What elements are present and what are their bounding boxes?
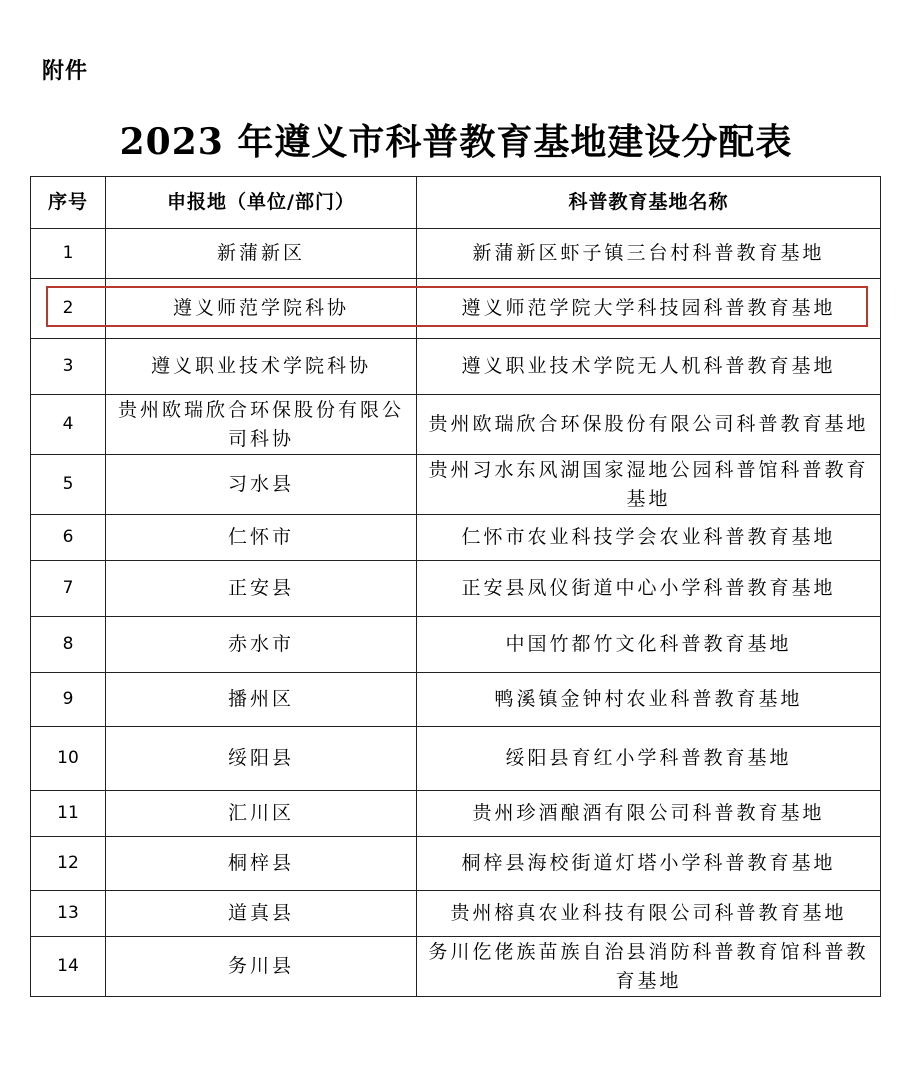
row-applicant: 仁怀市 (106, 515, 417, 561)
header-no: 序号 (31, 177, 106, 229)
row-no: 14 (31, 937, 106, 997)
row-applicant: 遵义职业技术学院科协 (106, 339, 417, 395)
table-row (31, 937, 881, 997)
table-row (31, 727, 881, 791)
attachment-label: 附件 (42, 59, 89, 84)
row-no: 12 (31, 837, 106, 891)
row-applicant: 新蒲新区 (106, 229, 417, 279)
page-title: 2023 年遵义市科普教育基地建设分配表 (119, 121, 793, 163)
table-row (31, 339, 881, 395)
row-base-name: 仁怀市农业科技学会农业科普教育基地 (417, 515, 881, 561)
table-row (31, 515, 881, 561)
row-no: 13 (31, 891, 106, 937)
row-no: 3 (31, 339, 106, 395)
row-base-name: 贵州欧瑞欣合环保股份有限公司科普教育基地 (417, 395, 881, 455)
row-no: 1 (31, 229, 106, 279)
row-no: 9 (31, 673, 106, 727)
row-no: 7 (31, 561, 106, 617)
row-applicant: 桐梓县 (106, 837, 417, 891)
row-no: 2 (31, 279, 106, 339)
row-base-name: 中国竹都竹文化科普教育基地 (417, 617, 881, 673)
row-base-name: 新蒲新区虾子镇三台村科普教育基地 (417, 229, 881, 279)
header-base-name: 科普教育基地名称 (417, 177, 881, 229)
row-applicant: 遵义师范学院科协 (106, 279, 417, 339)
row-applicant: 贵州欧瑞欣合环保股份有限公司科协 (106, 395, 417, 455)
row-base-name: 遵义职业技术学院无人机科普教育基地 (417, 339, 881, 395)
row-base-name: 绥阳县育红小学科普教育基地 (417, 727, 881, 791)
row-base-name: 鸭溪镇金钟村农业科普教育基地 (417, 673, 881, 727)
table-row (31, 617, 881, 673)
row-base-name: 遵义师范学院大学科技园科普教育基地 (417, 279, 881, 339)
row-base-name: 贵州习水东风湖国家湿地公园科普馆科普教育基地 (417, 455, 881, 515)
table-row (31, 561, 881, 617)
row-no: 4 (31, 395, 106, 455)
row-no: 8 (31, 617, 106, 673)
row-no: 10 (31, 727, 106, 791)
row-base-name: 务川仡佬族苗族自治县消防科普教育馆科普教育基地 (417, 937, 881, 997)
row-applicant: 播州区 (106, 673, 417, 727)
row-applicant: 正安县 (106, 561, 417, 617)
table-header-row (31, 177, 881, 229)
row-base-name: 桐梓县海校街道灯塔小学科普教育基地 (417, 837, 881, 891)
row-no: 5 (31, 455, 106, 515)
table-row (31, 395, 881, 455)
table-row (31, 229, 881, 279)
table-row (31, 673, 881, 727)
row-applicant: 务川县 (106, 937, 417, 997)
header-applicant: 申报地（单位/部门） (106, 177, 417, 229)
allocation-table (30, 176, 881, 997)
row-applicant: 绥阳县 (106, 727, 417, 791)
row-applicant: 道真县 (106, 891, 417, 937)
row-base-name: 贵州珍酒酿酒有限公司科普教育基地 (417, 791, 881, 837)
table-row (31, 891, 881, 937)
row-applicant: 汇川区 (106, 791, 417, 837)
row-no: 11 (31, 791, 106, 837)
row-applicant: 习水县 (106, 455, 417, 515)
row-base-name: 正安县凤仪街道中心小学科普教育基地 (417, 561, 881, 617)
row-no: 6 (31, 515, 106, 561)
table-row (31, 279, 881, 339)
table-row (31, 791, 881, 837)
row-applicant: 赤水市 (106, 617, 417, 673)
row-base-name: 贵州榕真农业科技有限公司科普教育基地 (417, 891, 881, 937)
table-row (31, 455, 881, 515)
table-row (31, 837, 881, 891)
